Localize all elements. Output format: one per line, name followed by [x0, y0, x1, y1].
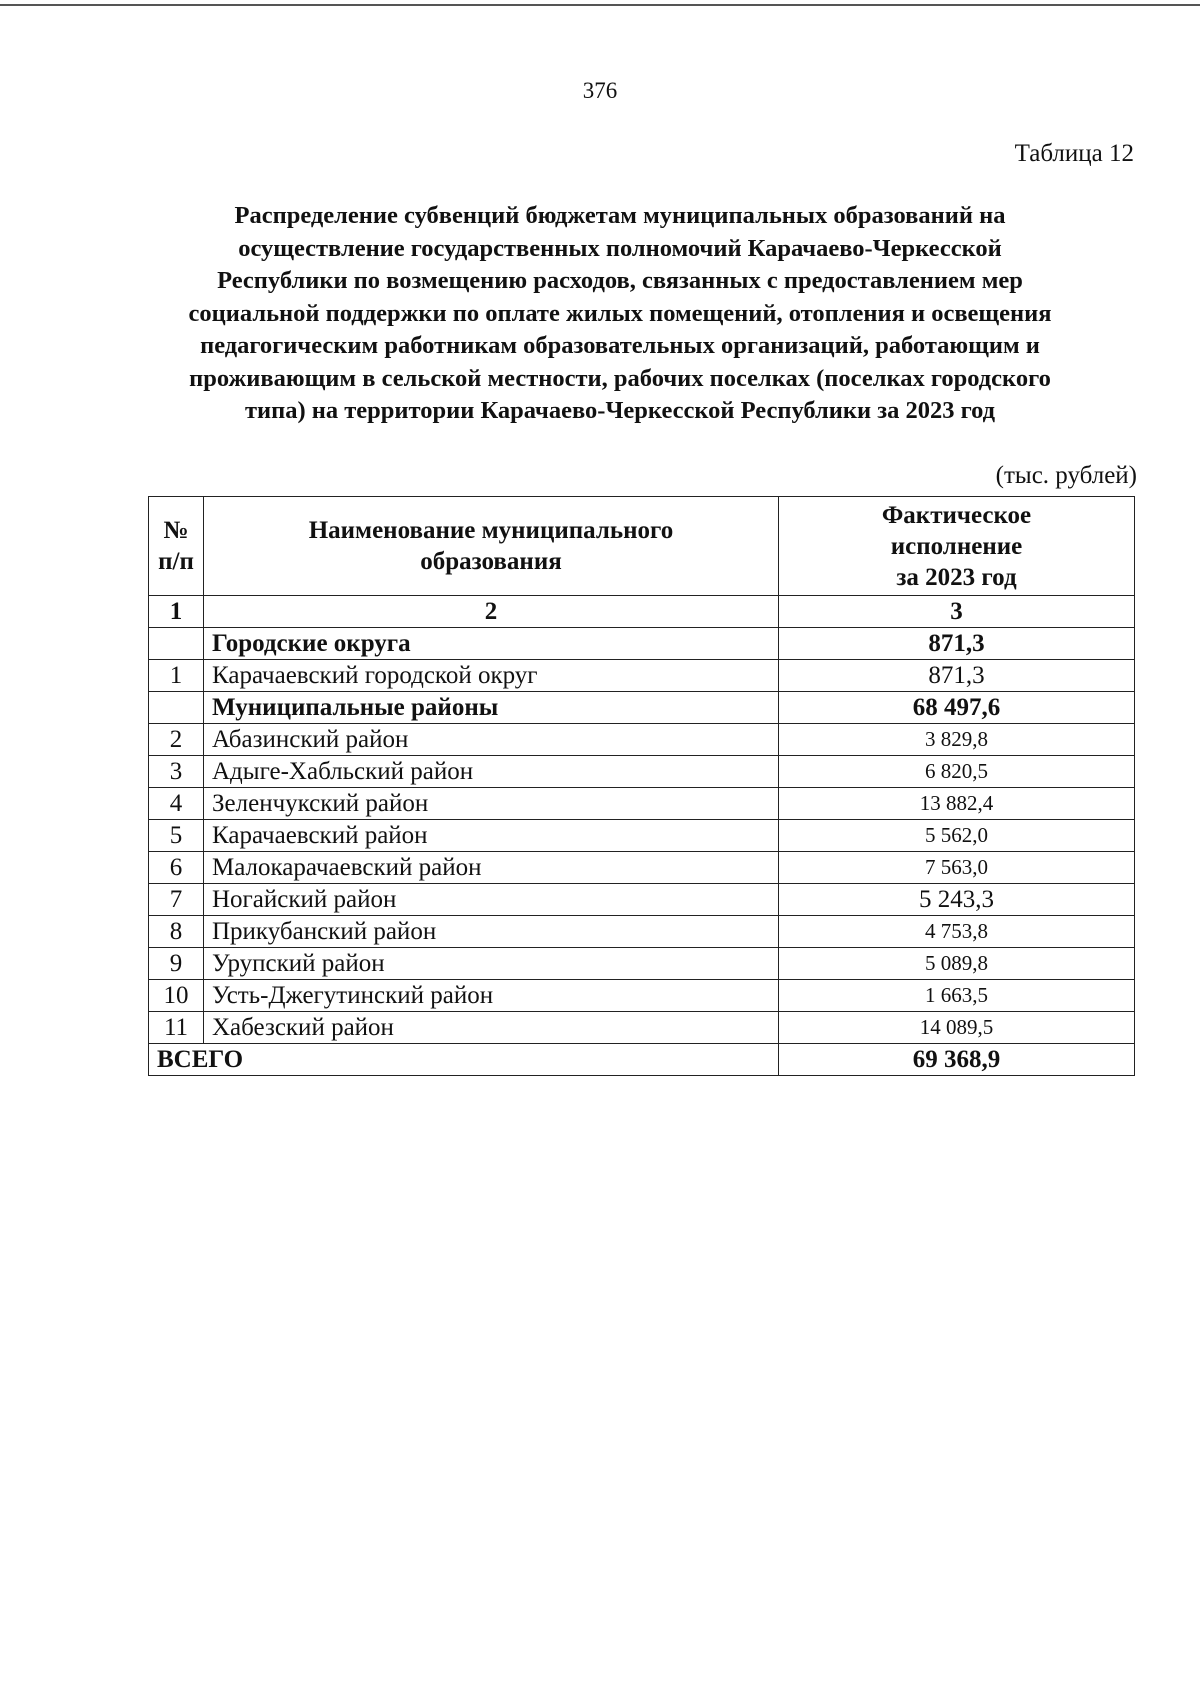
section-row-districts [149, 692, 1135, 724]
row-name: Зеленчукский район [204, 788, 779, 820]
section-num [149, 692, 204, 724]
row-num: 1 [149, 660, 204, 692]
row-value: 3 829,8 [779, 724, 1135, 756]
total-row [149, 1044, 1135, 1076]
row-value: 5 562,0 [779, 820, 1135, 852]
section-num [149, 628, 204, 660]
row-num: 4 [149, 788, 204, 820]
header-name: Наименование муниципального образования [204, 497, 779, 596]
table-row [149, 916, 1135, 948]
header-num: № п/п [149, 497, 204, 596]
row-num: 10 [149, 980, 204, 1012]
row-value: 1 663,5 [779, 980, 1135, 1012]
row-num: 9 [149, 948, 204, 980]
title-line: осуществление государственных полномочий Карачаево-Черкесской [238, 234, 1002, 262]
row-num: 3 [149, 756, 204, 788]
title-line: проживающим в сельской местности, рабочих поселках (поселках городского [189, 364, 1051, 392]
row-name: Усть-Джегутинский район [204, 980, 779, 1012]
table-row [149, 724, 1135, 756]
row-value: 871,3 [779, 660, 1135, 692]
row-value: 5 243,3 [779, 884, 1135, 916]
table-label: Таблица 12 [1014, 140, 1134, 167]
row-num: 8 [149, 916, 204, 948]
row-name: Ногайский район [204, 884, 779, 916]
table-row [149, 1012, 1135, 1044]
table-row [149, 980, 1135, 1012]
row-value: 14 089,5 [779, 1012, 1135, 1044]
column-index: 2 [204, 596, 779, 628]
row-name: Адыге-Хабльский район [204, 756, 779, 788]
section-name: Городские округа [204, 628, 779, 660]
row-name: Урупский район [204, 948, 779, 980]
column-index-row [149, 596, 1135, 628]
row-num: 5 [149, 820, 204, 852]
document-title [130, 200, 1110, 428]
title-line: Распределение субвенций бюджетам муниципальных образований на [234, 202, 1006, 229]
section-value: 871,3 [779, 628, 1135, 660]
table-row [149, 948, 1135, 980]
page-number: 376 [582, 78, 618, 103]
row-name: Прикубанский район [204, 916, 779, 948]
title-line: Республики по возмещению расходов, связанных с предоставлением мер [217, 267, 1023, 294]
scan-edge-line [0, 4, 1200, 6]
table-row [149, 852, 1135, 884]
row-value: 13 882,4 [779, 788, 1135, 820]
table-row [149, 884, 1135, 916]
column-index: 1 [149, 596, 204, 628]
row-name: Хабезский район [204, 1012, 779, 1044]
title-line: социальной поддержки по оплате жилых помещений, отопления и освещения [188, 299, 1052, 327]
row-num: 2 [149, 724, 204, 756]
row-num: 6 [149, 852, 204, 884]
title-line: типа) на территории Карачаево-Черкесской Республики за 2023 год [244, 397, 996, 424]
total-label: ВСЕГО [149, 1044, 779, 1076]
subvention-table [148, 496, 1135, 1076]
row-value: 7 563,0 [779, 852, 1135, 884]
section-value: 68 497,6 [779, 692, 1135, 724]
total-value: 69 368,9 [779, 1044, 1135, 1076]
row-name: Карачаевский район [204, 820, 779, 852]
row-name: Карачаевский городской округ [204, 660, 779, 692]
table-row [149, 660, 1135, 692]
row-value: 4 753,8 [779, 916, 1135, 948]
section-name: Муниципальные районы [204, 692, 779, 724]
row-value: 5 089,8 [779, 948, 1135, 980]
row-num: 11 [149, 1012, 204, 1044]
row-name: Абазинский район [204, 724, 779, 756]
row-num: 7 [149, 884, 204, 916]
table-row [149, 788, 1135, 820]
table-row [149, 820, 1135, 852]
table-row [149, 756, 1135, 788]
table-header-row [149, 497, 1135, 596]
row-value: 6 820,5 [779, 756, 1135, 788]
row-name: Малокарачаевский район [204, 852, 779, 884]
units-label: (тыс. рублей) [995, 462, 1137, 489]
title-line: педагогическим работникам образовательных организаций, работающим и [200, 332, 1040, 359]
header-value: Фактическое исполнение за 2023 год [779, 497, 1135, 596]
section-row-urban [149, 628, 1135, 660]
column-index: 3 [779, 596, 1135, 628]
